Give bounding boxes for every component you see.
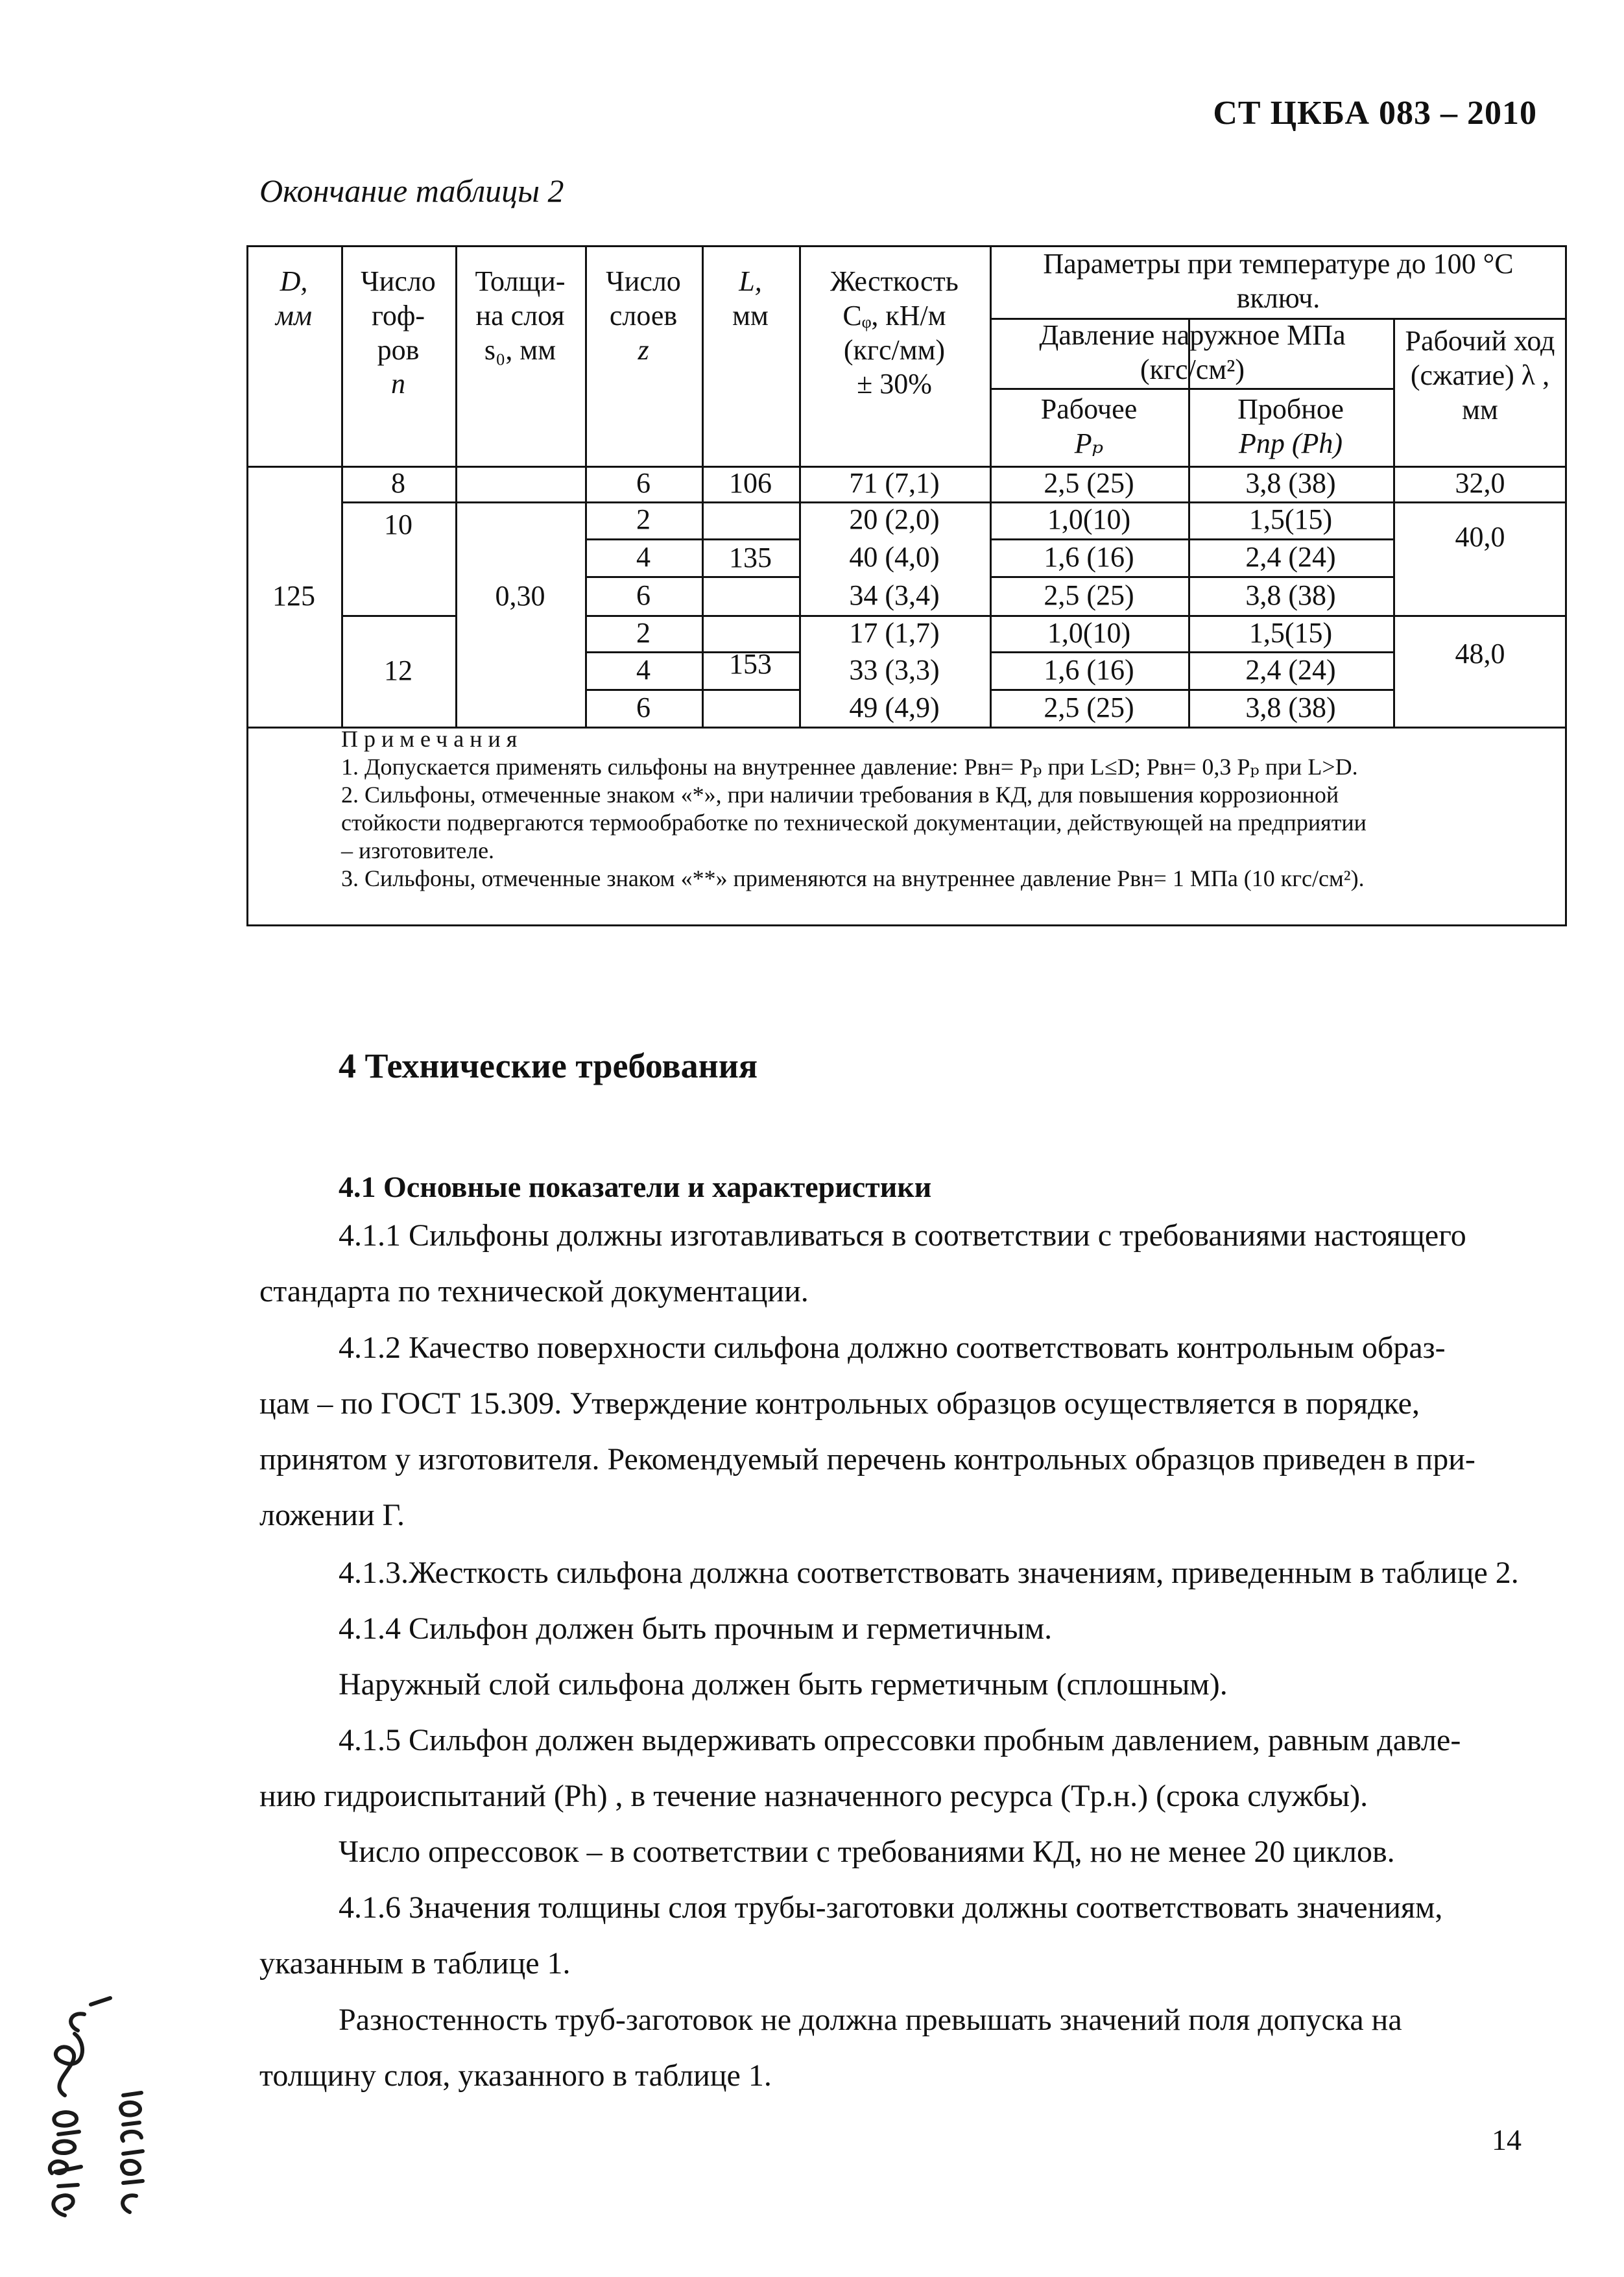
subsection-heading: 4.1 Основные показатели и характеристики (339, 1170, 932, 1203)
document-code: СТ ЦКБА 083 – 2010 (1213, 95, 1537, 132)
cell-stiffness: 49 (4,9) (849, 691, 940, 723)
cell-working-pressure: 1,0(10) (1047, 503, 1131, 536)
header-stiffness: Жесткость Cᵩ, кН/м (кгс/мм) ± 30% (830, 265, 959, 400)
cell-test-pressure: 3,8 (38) (1245, 467, 1336, 500)
cell-length: 135 (729, 542, 772, 574)
section-heading: 4 Технические требования (339, 1046, 758, 1085)
cell-stiffness: 40 (4,0) (849, 540, 940, 573)
cell-layers: 4 (636, 540, 651, 573)
cell-test-pressure: 2,4 (24) (1245, 540, 1336, 573)
paragraph-4-1-3: 4.1.3.Жесткость сильфона должна соответствовать значениям, приведенным в таблице 2. (339, 1556, 1519, 1590)
header-layers: Число слоев z (606, 265, 681, 366)
paragraph-4-1-2: 4.1.2 Качество поверхности сильфона должно соответствовать контрольным образ- цам – по ГОСТ 15.309. Утверждение контрольных образцов осуществляется в порядке, принятом у изготовителя. Рекомендуемый перечень контрольных образцов приведен в при- ложении Г. (259, 1331, 1475, 1532)
cell-test-pressure: 1,5(15) (1248, 616, 1333, 649)
paragraph-outer-layer: Наружный слой сильфона должен быть герметичным (сплошным). (339, 1667, 1228, 1702)
cell-layers: 6 (636, 691, 651, 723)
cell-layers: 6 (636, 467, 651, 500)
header-external-pressure: Давление наружное МПа (кгс/см²) (1039, 319, 1346, 385)
header-test-pressure: Пробное Pпр (Ph) (1237, 393, 1344, 459)
table-2-continued (246, 245, 1567, 926)
cell-corrugations: 12 (384, 654, 412, 686)
cell-corrugations: 8 (391, 467, 405, 500)
cell-test-pressure: 1,5(15) (1248, 503, 1333, 536)
cell-stiffness: 34 (3,4) (849, 579, 940, 611)
cell-layers: 2 (636, 616, 651, 649)
cell-stiffness: 71 (7,1) (849, 467, 940, 500)
paragraph-4-1-6: 4.1.6 Значения толщины слоя трубы-заготовки должны соответствовать значениям, указанным в таблице 1. (259, 1890, 1443, 1981)
cell-working-pressure: 1,0(10) (1047, 616, 1131, 649)
paragraph-4-1-4: 4.1.4 Сильфон должен быть прочным и герметичным. (339, 1611, 1053, 1646)
cell-test-pressure: 2,4 (24) (1245, 653, 1336, 686)
notes-title: Примечания (341, 726, 523, 752)
cell-working-pressure: 2,5 (25) (1044, 467, 1134, 500)
cell-layers: 6 (636, 579, 651, 611)
cell-stroke: 40,0 (1455, 520, 1505, 553)
header-layer-thickness: Толщи- на слоя s₀, мм (475, 265, 566, 366)
cell-stroke: 32,0 (1455, 467, 1505, 500)
cell-working-pressure: 2,5 (25) (1044, 579, 1134, 611)
header-working-pressure: Рабочее Pₚ (1040, 393, 1138, 459)
header-parameters: Параметры при температуре до 100 °С включ. (1043, 248, 1514, 314)
cell-stiffness: 17 (1,7) (849, 616, 940, 649)
table-caption: Окончание таблицы 2 (259, 173, 564, 209)
page-number: 14 (1492, 2123, 1522, 2156)
cell-stiffness: 20 (2,0) (849, 503, 940, 536)
header-working-stroke: Рабочий ход (сжатие) λ , мм (1405, 325, 1555, 426)
note-line: стойкости подвергаются термообработке по технической документации, действующей на предприятии (341, 810, 1367, 836)
cell-diameter: 125 (272, 579, 315, 612)
cell-length: 153 (729, 648, 772, 680)
table-notes (341, 725, 1560, 893)
cell-working-pressure: 1,6 (16) (1044, 540, 1134, 573)
header-corrugations: Число гоф- ров n (361, 265, 436, 400)
cell-layers: 4 (636, 653, 651, 686)
paragraph-4-1-5: 4.1.5 Сильфон должен выдерживать опрессовки пробным давлением, равным давле- нию гидроиспытаний (Ph) , в течение назначенного ресурса (Tр.н.) (срока службы). (259, 1723, 1461, 1813)
paragraph-4-1-1: 4.1.1 Сильфоны должны изготавливаться в соответствии с требованиями настоящего стандарта по технической документации. (259, 1218, 1466, 1308)
note-line: 3. Сильфоны, отмеченные знаком «**» применяются на внутреннее давление Pвн= 1 МПа (10 кгс/см²). (341, 865, 1365, 891)
note-line: – изготовителе. (341, 837, 495, 863)
cell-test-pressure: 3,8 (38) (1245, 691, 1336, 723)
handwritten-margin-note (26, 1979, 182, 2225)
cell-layers: 2 (636, 503, 651, 536)
paragraph-wall-variation: Разностенность труб-заготовок не должна превышать значений поля допуска на толщину слоя, указанного в таблице 1. (259, 2003, 1402, 2093)
note-line: 2. Сильфоны, отмеченные знаком «*», при наличии требования в КД, для повышения коррозионной (341, 782, 1339, 808)
header-length: L, мм (732, 265, 769, 331)
cell-stiffness: 33 (3,3) (849, 653, 940, 686)
cell-test-pressure: 3,8 (38) (1245, 579, 1336, 611)
cell-stroke: 48,0 (1455, 637, 1505, 669)
cell-working-pressure: 1,6 (16) (1044, 653, 1134, 686)
cell-length: 106 (729, 467, 772, 500)
note-line: 1. Допускается применять сильфоны на внутреннее давление: Pвн= Pₚ при L≤D; Pвн= 0,3 Pₚ при L>D. (341, 754, 1358, 780)
cell-working-pressure: 2,5 (25) (1044, 691, 1134, 723)
paragraph-pressure-tests: Число опрессовок – в соответствии с требованиями КД, но не менее 20 циклов. (339, 1835, 1395, 1869)
header-diameter: D, мм (275, 265, 313, 331)
cell-thickness: 0,30 (495, 579, 545, 612)
cell-corrugations: 10 (384, 509, 412, 540)
